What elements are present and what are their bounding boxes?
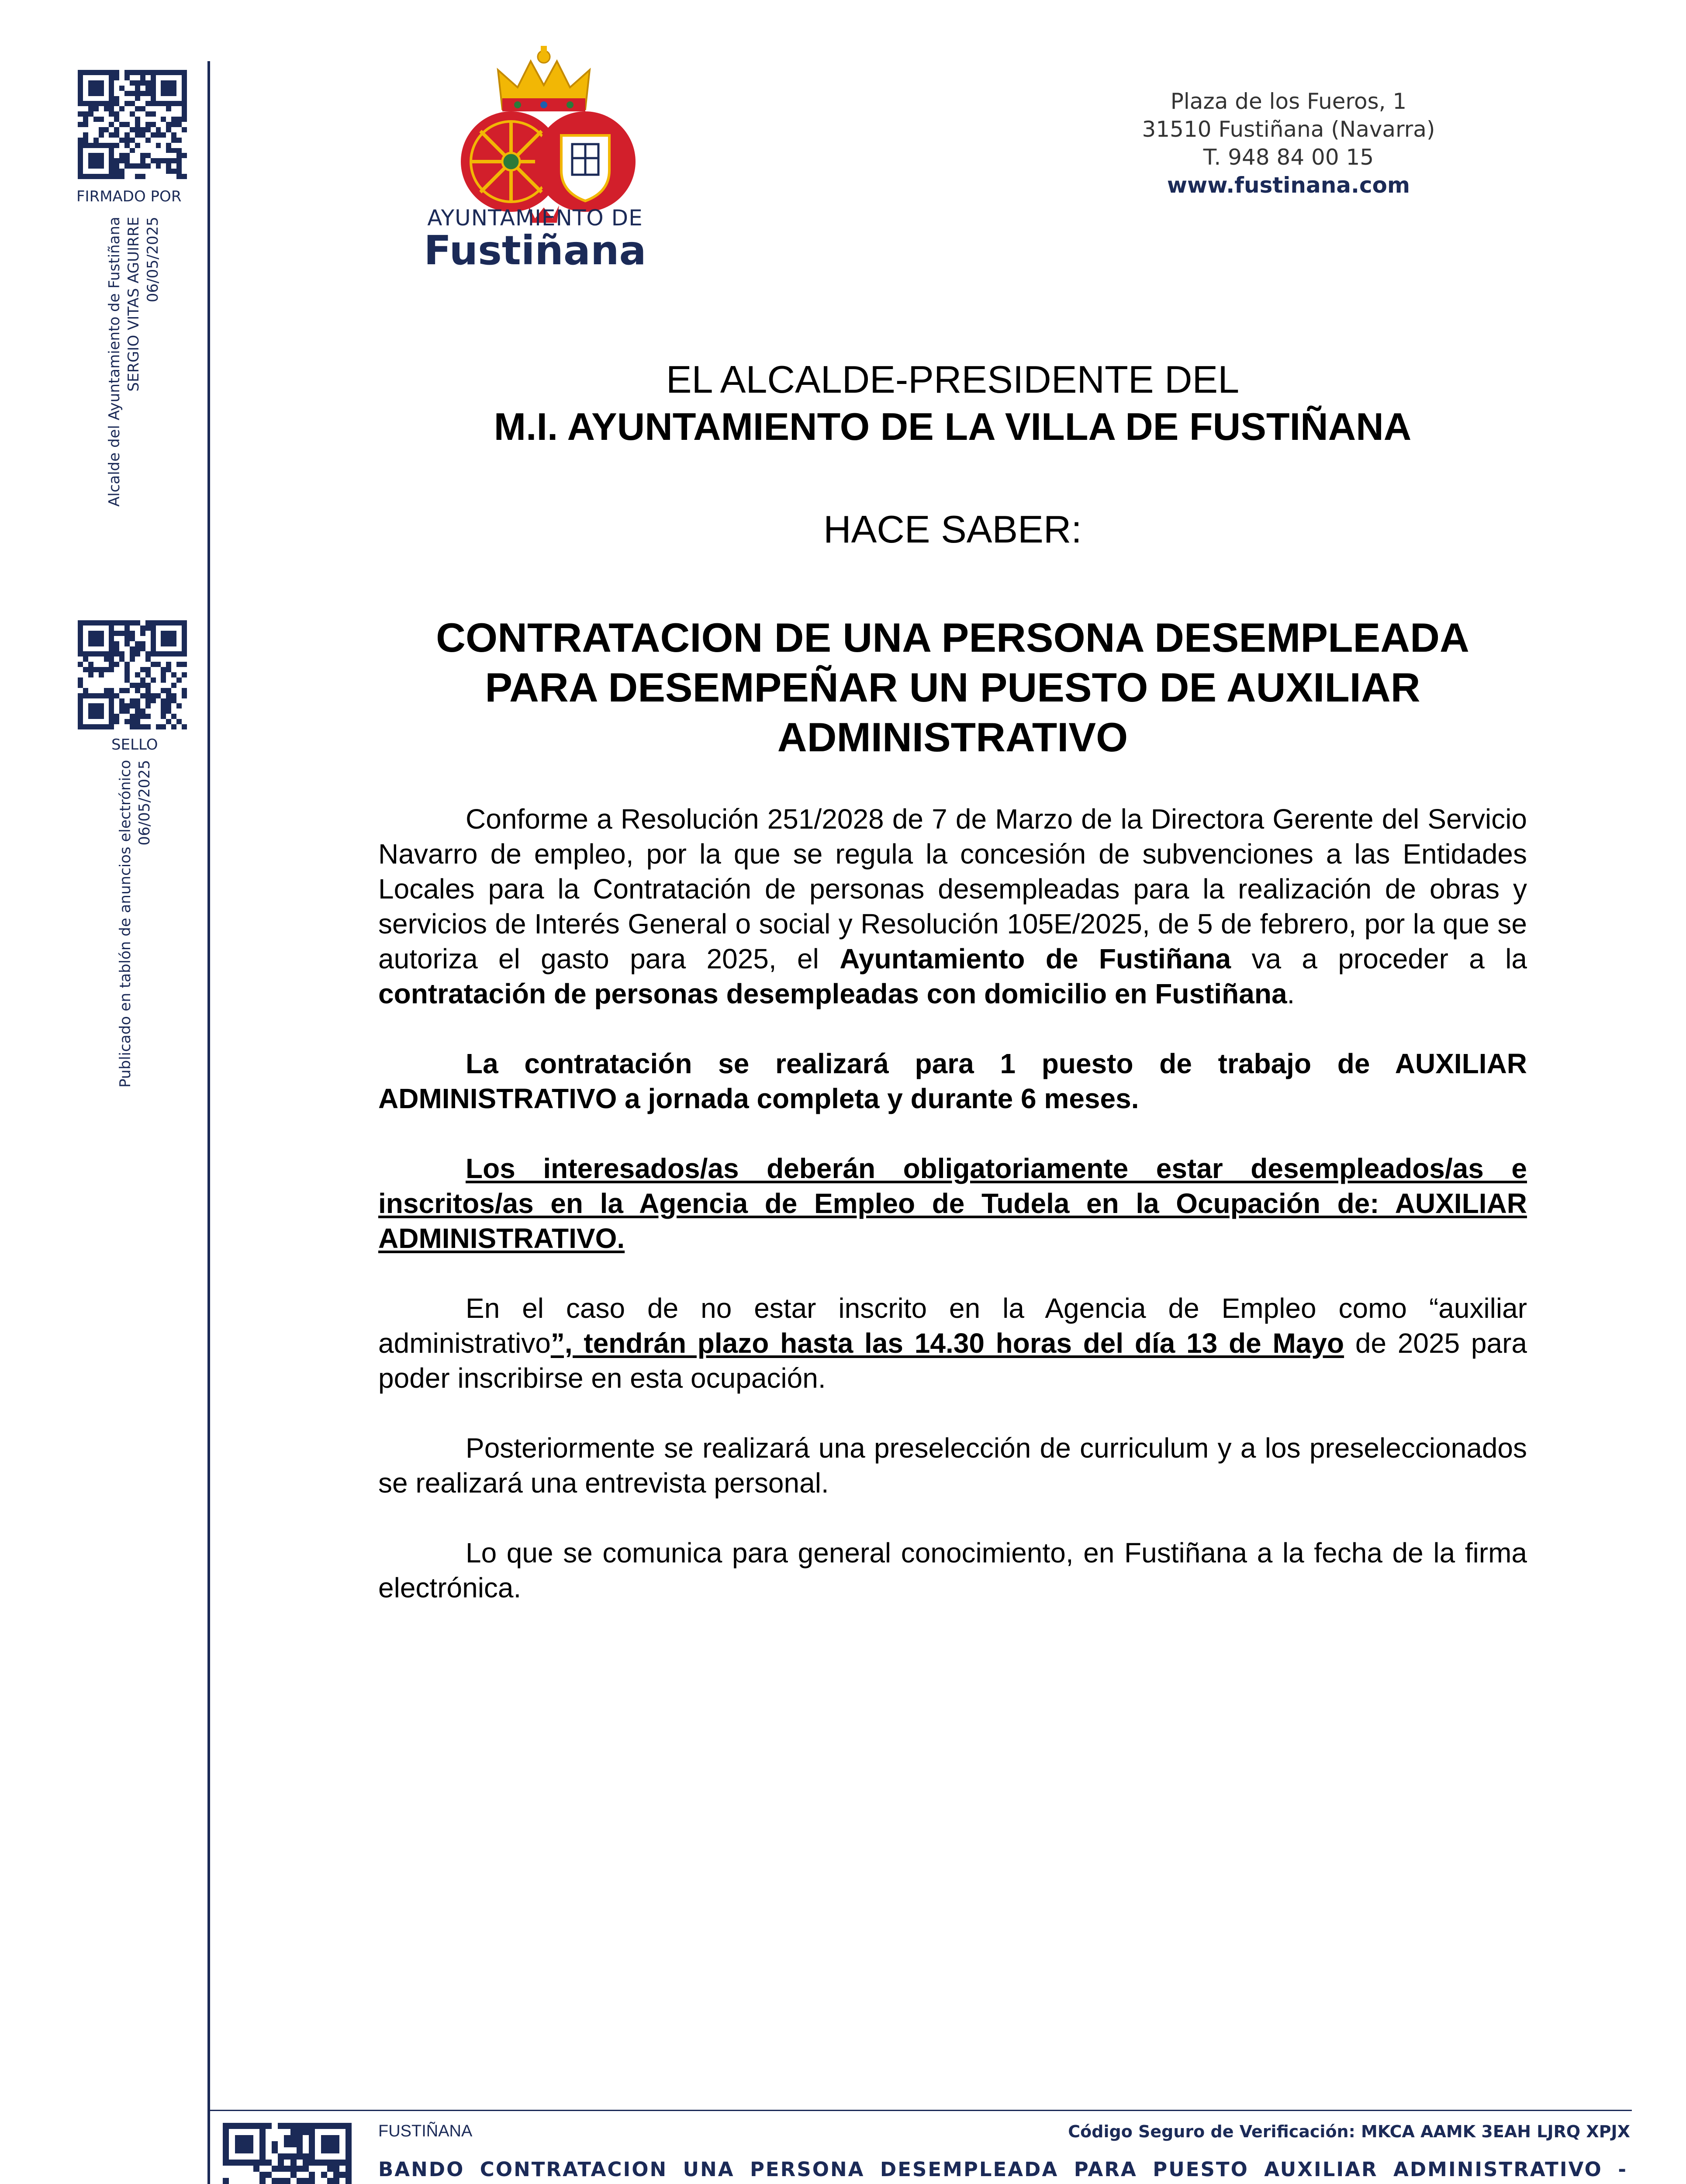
signer-info: Alcalde del Ayuntamiento de Fustiñana SERGIO VITAS AGUIRRE 06/05/2025 — [106, 217, 162, 507]
paragraph-5: Posteriormente se realizará una preselección de curriculum y a los preseleccionados se realizará una entrevista personal. — [378, 1432, 1527, 1499]
footer-org: FUSTIÑANA — [378, 2122, 473, 2140]
title-line-2: M.I. AYUNTAMIENTO DE LA VILLA DE FUSTIÑANA — [494, 405, 1412, 448]
logo-caption: AYUNTAMIENTO DE Fustiñana — [424, 205, 646, 274]
verification-code: Código Seguro de Verificación: MKCA AAMK 3EAH LJRQ XPJX — [1068, 2122, 1630, 2141]
signature-bar-line — [207, 61, 210, 2184]
title-line-1: EL ALCALDE-PRESIDENTE DEL — [666, 358, 1240, 401]
town-shield-icon — [535, 111, 636, 212]
address-block — [1092, 87, 1485, 199]
subject-heading: CONTRATACION DE UNA PERSONA DESEMPLEADA PARA DESEMPEÑAR UN PUESTO DE AUXILIAR ADMINISTRATIVO — [436, 615, 1469, 760]
qr-code-icon — [223, 2123, 352, 2184]
crown-icon — [498, 46, 590, 111]
address-line: 31510 Fustiñana (Navarra) — [1142, 117, 1435, 142]
website-link[interactable]: www.fustinana.com — [1167, 173, 1410, 198]
paragraph-4: En el caso de no estar inscrito en la Agencia de Empleo como “auxiliar administrativo”, tendrán plazo hasta las 14.30 horas del día 13 de Mayo de 2025 para poder inscribirse en esta ocupación. — [378, 1292, 1527, 1394]
address-line: Plaza de los Fueros, 1 — [1170, 89, 1407, 114]
signed-by-label: FIRMADO POR — [76, 188, 182, 205]
qr-code-icon — [78, 70, 187, 179]
seal-label: SELLO — [111, 736, 158, 753]
paragraph-3: Los interesados/as deberán obligatoriamente estar desempleados/as e inscritos/as en la Agencia de Empleo de Tudela en la Ocupación de: AUXILIAR ADMINISTRATIVO. — [378, 1153, 1527, 1254]
phone-line: T. 948 84 00 15 — [1203, 145, 1374, 170]
qr-code-icon — [78, 620, 187, 729]
paragraph-2: La contratación se realizará para 1 puesto de trabajo de AUXILIAR ADMINISTRATIVO a jornada completa y durante 6 meses. — [378, 1048, 1527, 1114]
paragraph-1: Conforme a Resolución 251/2028 de 7 de Marzo de la Directora Gerente del Servicio Navarro de empleo, por la que se regula la concesión de subvenciones a las Entidades Locales para la Contratación de personas desempleadas para la realización de obras y servicios de Interés General o social y Resolución 105E/2025, de 5 de febrero, por la que se autoriza el gasto para 2025, el Ayuntamiento de Fustiñana va a proceder a la contratación de personas desempleadas con domicilio en Fustiñana. — [378, 803, 1527, 1009]
document-body — [378, 356, 1527, 1633]
footer-divider — [208, 2110, 1632, 2111]
hace-saber-heading: HACE SABER: — [823, 508, 1082, 551]
footer-doc-title: BANDO CONTRATACION UNA PERSONA DESEMPLEADA PARA PUESTO AUXILIAR ADMINISTRATIVO - — [378, 2158, 1627, 2181]
paragraph-6: Lo que se comunica para general conocimiento, en Fustiñana a la fecha de la firma electrónica. — [378, 1537, 1527, 1603]
seal-info: Publicado en tablón de anuncios electrónico 06/05/2025 — [117, 760, 153, 1088]
